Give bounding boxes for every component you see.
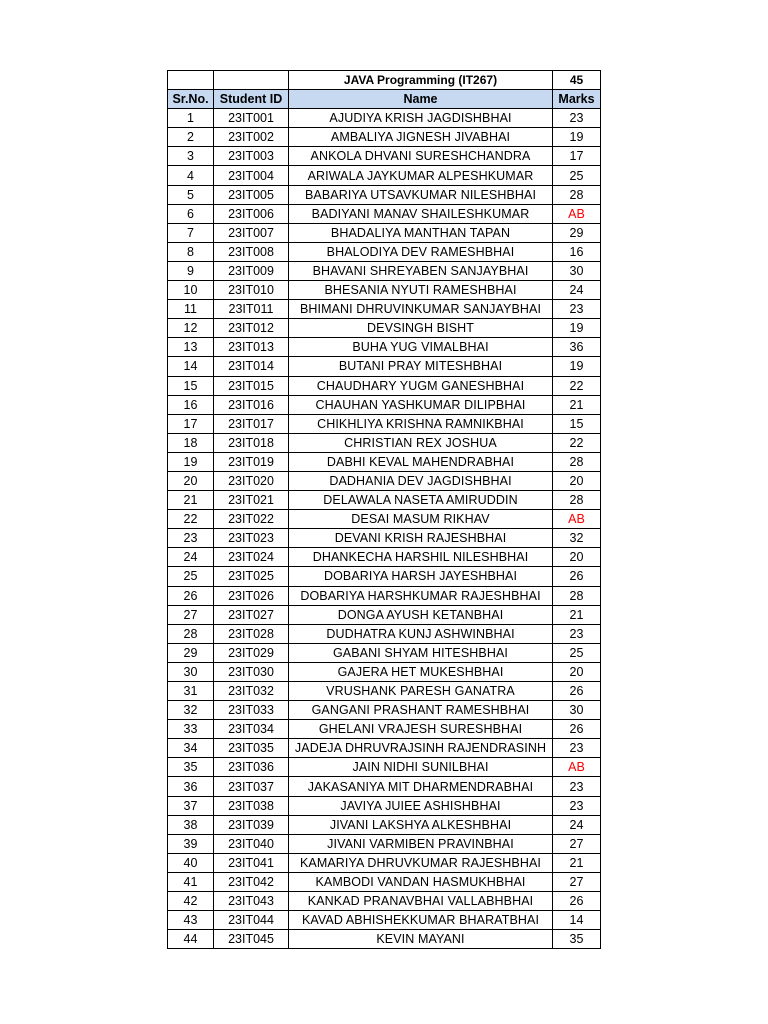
name-cell: BHADALIYA MANTHAN TAPAN <box>289 223 553 242</box>
name-cell: DOBARIYA HARSHKUMAR RAJESHBHAI <box>289 586 553 605</box>
student-id-cell: 23IT008 <box>214 242 289 261</box>
marks-cell: 21 <box>553 853 601 872</box>
marks-cell: 25 <box>553 643 601 662</box>
marks-cell: 26 <box>553 892 601 911</box>
marks-cell: 22 <box>553 376 601 395</box>
name-cell: KAVAD ABHISHEKKUMAR BHARATBHAI <box>289 911 553 930</box>
name-cell: BHIMANI DHRUVINKUMAR SANJAYBHAI <box>289 300 553 319</box>
table-row <box>168 567 601 586</box>
name-cell: DADHANIA DEV JAGDISHBHAI <box>289 471 553 490</box>
name-cell: KAMBODI VANDAN HASMUKHBHAI <box>289 872 553 891</box>
marks-cell: 28 <box>553 452 601 471</box>
sr-no-cell: 37 <box>168 796 214 815</box>
student-id-cell: 23IT007 <box>214 223 289 242</box>
sr-no-cell: 10 <box>168 281 214 300</box>
table-row <box>168 872 601 891</box>
table-row <box>168 701 601 720</box>
marks-cell: 23 <box>553 109 601 128</box>
table-row <box>168 720 601 739</box>
marks-cell: 32 <box>553 529 601 548</box>
table-row <box>168 109 601 128</box>
marks-cell: 23 <box>553 300 601 319</box>
sr-no-cell: 19 <box>168 452 214 471</box>
name-cell: BUHA YUG VIMALBHAI <box>289 338 553 357</box>
marks-cell: 20 <box>553 662 601 681</box>
marks-cell: 14 <box>553 911 601 930</box>
table-row <box>168 166 601 185</box>
sr-no-cell: 4 <box>168 166 214 185</box>
student-id-cell: 23IT014 <box>214 357 289 376</box>
name-cell: DESAI MASUM RIKHAV <box>289 510 553 529</box>
sr-no-cell: 31 <box>168 682 214 701</box>
student-id-cell: 23IT042 <box>214 872 289 891</box>
name-cell: JAKASANIYA MIT DHARMENDRABHAI <box>289 777 553 796</box>
marks-cell: 28 <box>553 185 601 204</box>
marks-cell: 23 <box>553 777 601 796</box>
name-cell: CHRISTIAN REX JOSHUA <box>289 433 553 452</box>
student-id-cell: 23IT001 <box>214 109 289 128</box>
name-cell: BHALODIYA DEV RAMESHBHAI <box>289 242 553 261</box>
table-row <box>168 624 601 643</box>
marks-cell: 21 <box>553 605 601 624</box>
marks-cell: 36 <box>553 338 601 357</box>
name-cell: VRUSHANK PARESH GANATRA <box>289 682 553 701</box>
name-cell: DOBARIYA HARSH JAYESHBHAI <box>289 567 553 586</box>
table-row <box>168 338 601 357</box>
table-row <box>168 357 601 376</box>
marks-cell: 26 <box>553 567 601 586</box>
name-cell: DUDHATRA KUNJ ASHWINBHAI <box>289 624 553 643</box>
name-cell: GABANI SHYAM HITESHBHAI <box>289 643 553 662</box>
name-cell: DEVANI KRISH RAJESHBHAI <box>289 529 553 548</box>
name-cell: JIVANI VARMIBEN PRAVINBHAI <box>289 834 553 853</box>
name-cell: DHANKECHA HARSHIL NILESHBHAI <box>289 548 553 567</box>
table-row <box>168 739 601 758</box>
marks-cell: 26 <box>553 682 601 701</box>
student-id-cell: 23IT028 <box>214 624 289 643</box>
sr-no-cell: 17 <box>168 414 214 433</box>
student-id-cell: 23IT004 <box>214 166 289 185</box>
marks-cell: 35 <box>553 930 601 949</box>
student-id-cell: 23IT021 <box>214 491 289 510</box>
name-cell: BUTANI PRAY MITESHBHAI <box>289 357 553 376</box>
table-row <box>168 758 601 777</box>
sr-no-cell: 1 <box>168 109 214 128</box>
sr-no-cell: 28 <box>168 624 214 643</box>
table-row <box>168 395 601 414</box>
table-row <box>168 586 601 605</box>
header-name: Name <box>289 90 553 109</box>
marks-cell: 24 <box>553 815 601 834</box>
table-row <box>168 815 601 834</box>
sr-no-cell: 21 <box>168 491 214 510</box>
sr-no-cell: 27 <box>168 605 214 624</box>
marks-cell: 21 <box>553 395 601 414</box>
sr-no-cell: 38 <box>168 815 214 834</box>
sr-no-cell: 8 <box>168 242 214 261</box>
name-cell: DONGA AYUSH KETANBHAI <box>289 605 553 624</box>
name-cell: JAVIYA JUIEE ASHISHBHAI <box>289 796 553 815</box>
student-id-cell: 23IT045 <box>214 930 289 949</box>
table-row <box>168 529 601 548</box>
sr-no-cell: 18 <box>168 433 214 452</box>
student-id-cell: 23IT018 <box>214 433 289 452</box>
name-cell: GHELANI VRAJESH SURESHBHAI <box>289 720 553 739</box>
student-id-cell: 23IT030 <box>214 662 289 681</box>
subject-blank-cell <box>168 71 214 90</box>
marks-table <box>167 70 601 949</box>
marks-cell: 25 <box>553 166 601 185</box>
student-id-cell: 23IT034 <box>214 720 289 739</box>
student-id-cell: 23IT010 <box>214 281 289 300</box>
table-row <box>168 281 601 300</box>
student-id-cell: 23IT017 <box>214 414 289 433</box>
marks-cell: 23 <box>553 624 601 643</box>
student-id-cell: 23IT025 <box>214 567 289 586</box>
student-id-cell: 23IT013 <box>214 338 289 357</box>
name-cell: ANKOLA DHVANI SURESHCHANDRA <box>289 147 553 166</box>
marks-cell: 19 <box>553 319 601 338</box>
name-cell: JIVANI LAKSHYA ALKESHBHAI <box>289 815 553 834</box>
sr-no-cell: 35 <box>168 758 214 777</box>
marks-cell: 27 <box>553 872 601 891</box>
table-row <box>168 223 601 242</box>
marks-cell: 15 <box>553 414 601 433</box>
student-id-cell: 23IT037 <box>214 777 289 796</box>
sr-no-cell: 33 <box>168 720 214 739</box>
table-row <box>168 300 601 319</box>
marks-cell: 19 <box>553 128 601 147</box>
student-id-cell: 23IT039 <box>214 815 289 834</box>
table-row <box>168 242 601 261</box>
student-id-cell: 23IT038 <box>214 796 289 815</box>
student-id-cell: 23IT029 <box>214 643 289 662</box>
student-id-cell: 23IT002 <box>214 128 289 147</box>
student-id-cell: 23IT033 <box>214 701 289 720</box>
marks-cell: 20 <box>553 548 601 567</box>
marks-cell: 24 <box>553 281 601 300</box>
student-id-cell: 23IT011 <box>214 300 289 319</box>
table-row <box>168 643 601 662</box>
marks-cell: AB <box>553 758 601 777</box>
sr-no-cell: 20 <box>168 471 214 490</box>
sr-no-cell: 29 <box>168 643 214 662</box>
table-row <box>168 204 601 223</box>
table-row <box>168 185 601 204</box>
table-row <box>168 319 601 338</box>
sr-no-cell: 15 <box>168 376 214 395</box>
name-cell: DEVSINGH BISHT <box>289 319 553 338</box>
marks-cell: 29 <box>553 223 601 242</box>
name-cell: CHAUDHARY YUGM GANESHBHAI <box>289 376 553 395</box>
table-row <box>168 796 601 815</box>
student-id-cell: 23IT016 <box>214 395 289 414</box>
student-id-cell: 23IT003 <box>214 147 289 166</box>
student-id-cell: 23IT020 <box>214 471 289 490</box>
sr-no-cell: 39 <box>168 834 214 853</box>
sr-no-cell: 13 <box>168 338 214 357</box>
student-id-cell: 23IT043 <box>214 892 289 911</box>
student-id-cell: 23IT026 <box>214 586 289 605</box>
sr-no-cell: 2 <box>168 128 214 147</box>
table-row <box>168 911 601 930</box>
student-id-cell: 23IT027 <box>214 605 289 624</box>
sr-no-cell: 23 <box>168 529 214 548</box>
subject-title: JAVA Programming (IT267) <box>289 71 553 90</box>
table-row <box>168 376 601 395</box>
header-student-id: Student ID <box>214 90 289 109</box>
sr-no-cell: 42 <box>168 892 214 911</box>
name-cell: GANGANI PRASHANT RAMESHBHAI <box>289 701 553 720</box>
sr-no-cell: 36 <box>168 777 214 796</box>
table-row <box>168 414 601 433</box>
sr-no-cell: 5 <box>168 185 214 204</box>
name-cell: AJUDIYA KRISH JAGDISHBHAI <box>289 109 553 128</box>
name-cell: AMBALIYA JIGNESH JIVABHAI <box>289 128 553 147</box>
sr-no-cell: 34 <box>168 739 214 758</box>
marks-cell: AB <box>553 510 601 529</box>
table-row <box>168 471 601 490</box>
sr-no-cell: 24 <box>168 548 214 567</box>
name-cell: GAJERA HET MUKESHBHAI <box>289 662 553 681</box>
student-id-cell: 23IT032 <box>214 682 289 701</box>
table-row <box>168 682 601 701</box>
student-id-cell: 23IT024 <box>214 548 289 567</box>
table-row <box>168 491 601 510</box>
student-id-cell: 23IT012 <box>214 319 289 338</box>
student-id-cell: 23IT005 <box>214 185 289 204</box>
table-row <box>168 605 601 624</box>
name-cell: JAIN NIDHI SUNILBHAI <box>289 758 553 777</box>
sr-no-cell: 43 <box>168 911 214 930</box>
sr-no-cell: 40 <box>168 853 214 872</box>
header-sr-no: Sr.No. <box>168 90 214 109</box>
marks-table-body <box>168 71 601 949</box>
subject-blank-cell <box>214 71 289 90</box>
marks-cell: 28 <box>553 586 601 605</box>
name-cell: KAMARIYA DHRUVKUMAR RAJESHBHAI <box>289 853 553 872</box>
sr-no-cell: 14 <box>168 357 214 376</box>
name-cell: BABARIYA UTSAVKUMAR NILESHBHAI <box>289 185 553 204</box>
marks-cell: 23 <box>553 739 601 758</box>
table-row <box>168 147 601 166</box>
marks-cell: 27 <box>553 834 601 853</box>
sr-no-cell: 26 <box>168 586 214 605</box>
name-cell: KEVIN MAYANI <box>289 930 553 949</box>
sr-no-cell: 3 <box>168 147 214 166</box>
marks-cell: 22 <box>553 433 601 452</box>
student-id-cell: 23IT036 <box>214 758 289 777</box>
table-row <box>168 128 601 147</box>
sr-no-cell: 22 <box>168 510 214 529</box>
table-row <box>168 853 601 872</box>
marks-cell: 17 <box>553 147 601 166</box>
student-id-cell: 23IT044 <box>214 911 289 930</box>
table-row <box>168 930 601 949</box>
table-row <box>168 834 601 853</box>
column-header-row <box>168 90 601 109</box>
sr-no-cell: 12 <box>168 319 214 338</box>
student-id-cell: 23IT006 <box>214 204 289 223</box>
name-cell: DELAWALA NASETA AMIRUDDIN <box>289 491 553 510</box>
name-cell: ARIWALA JAYKUMAR ALPESHKUMAR <box>289 166 553 185</box>
name-cell: CHAUHAN YASHKUMAR DILIPBHAI <box>289 395 553 414</box>
table-row <box>168 510 601 529</box>
student-id-cell: 23IT019 <box>214 452 289 471</box>
student-id-cell: 23IT040 <box>214 834 289 853</box>
marks-cell: 20 <box>553 471 601 490</box>
marks-cell: 30 <box>553 701 601 720</box>
table-row <box>168 548 601 567</box>
sr-no-cell: 9 <box>168 261 214 280</box>
sr-no-cell: 30 <box>168 662 214 681</box>
marks-cell: AB <box>553 204 601 223</box>
student-id-cell: 23IT022 <box>214 510 289 529</box>
sr-no-cell: 44 <box>168 930 214 949</box>
table-row <box>168 452 601 471</box>
subject-row <box>168 71 601 90</box>
table-row <box>168 892 601 911</box>
student-id-cell: 23IT015 <box>214 376 289 395</box>
sr-no-cell: 16 <box>168 395 214 414</box>
sr-no-cell: 41 <box>168 872 214 891</box>
sr-no-cell: 32 <box>168 701 214 720</box>
name-cell: JADEJA DHRUVRAJSINH RAJENDRASINH <box>289 739 553 758</box>
subject-max-marks: 45 <box>553 71 601 90</box>
name-cell: KANKAD PRANAVBHAI VALLABHBHAI <box>289 892 553 911</box>
table-row <box>168 662 601 681</box>
marks-cell: 28 <box>553 491 601 510</box>
sr-no-cell: 11 <box>168 300 214 319</box>
sr-no-cell: 7 <box>168 223 214 242</box>
name-cell: CHIKHLIYA KRISHNA RAMNIKBHAI <box>289 414 553 433</box>
marks-cell: 23 <box>553 796 601 815</box>
marks-cell: 19 <box>553 357 601 376</box>
name-cell: BADIYANI MANAV SHAILESHKUMAR <box>289 204 553 223</box>
name-cell: BHESANIA NYUTI RAMESHBHAI <box>289 281 553 300</box>
student-id-cell: 23IT035 <box>214 739 289 758</box>
table-row <box>168 433 601 452</box>
student-id-cell: 23IT041 <box>214 853 289 872</box>
student-id-cell: 23IT023 <box>214 529 289 548</box>
header-marks: Marks <box>553 90 601 109</box>
marks-cell: 16 <box>553 242 601 261</box>
name-cell: DABHI KEVAL MAHENDRABHAI <box>289 452 553 471</box>
name-cell: BHAVANI SHREYABEN SANJAYBHAI <box>289 261 553 280</box>
marks-cell: 30 <box>553 261 601 280</box>
marks-cell: 26 <box>553 720 601 739</box>
sr-no-cell: 25 <box>168 567 214 586</box>
table-row <box>168 261 601 280</box>
sr-no-cell: 6 <box>168 204 214 223</box>
student-id-cell: 23IT009 <box>214 261 289 280</box>
table-row <box>168 777 601 796</box>
